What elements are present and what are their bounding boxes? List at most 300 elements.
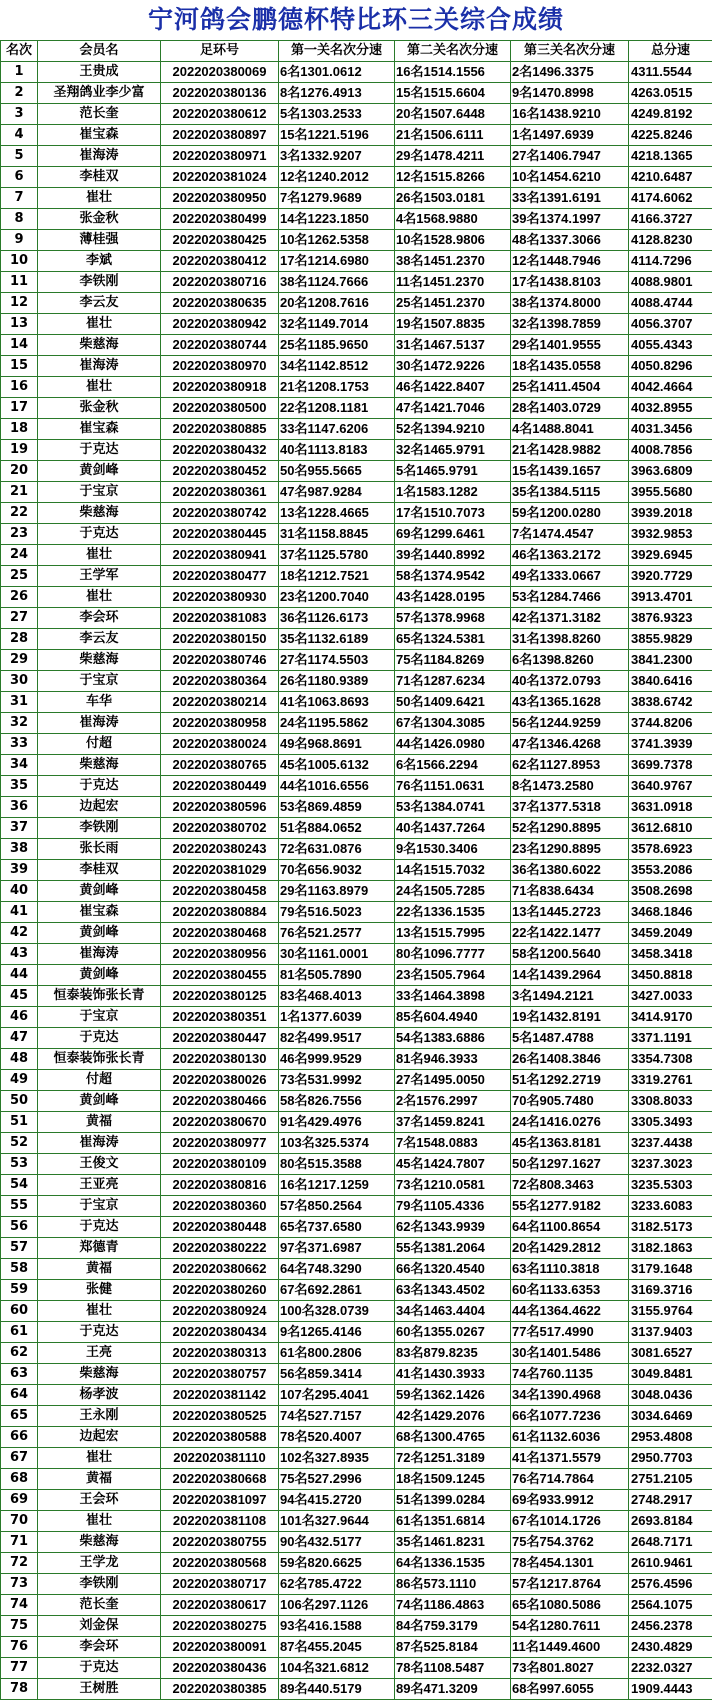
table-row [1, 839, 712, 860]
table-row [1, 356, 712, 377]
stage3-cell: 30名1401.5486 [511, 1343, 629, 1364]
table-row [1, 986, 712, 1007]
total-speed-cell: 2564.1075 [629, 1595, 712, 1616]
stage3-cell: 42名1371.3182 [511, 608, 629, 629]
stage2-cell: 33名1464.3898 [395, 986, 511, 1007]
table-row [1, 1427, 712, 1448]
stage3-cell: 9名1470.8998 [511, 83, 629, 104]
member-name-cell: 崔海涛 [38, 146, 161, 167]
stage1-cell: 17名1214.6980 [279, 251, 395, 272]
stage1-cell: 21名1208.1753 [279, 377, 395, 398]
stage3-cell: 54名1280.7611 [511, 1616, 629, 1637]
table-row [1, 1154, 712, 1175]
ring-number-cell: 2022020380449 [161, 776, 279, 797]
stage2-cell: 10名1528.9806 [395, 230, 511, 251]
stage2-cell: 69名1299.6461 [395, 524, 511, 545]
stage2-cell: 50名1409.6421 [395, 692, 511, 713]
stage2-cell: 34名1463.4404 [395, 1301, 511, 1322]
member-name-cell: 付超 [38, 734, 161, 755]
table-row [1, 419, 712, 440]
stage1-cell: 34名1142.8512 [279, 356, 395, 377]
rank-cell: 66 [1, 1427, 38, 1448]
stage2-cell: 17名1510.7073 [395, 503, 511, 524]
table-row [1, 923, 712, 944]
member-name-cell: 柴慈海 [38, 335, 161, 356]
total-speed-cell: 4311.5544 [629, 62, 712, 83]
member-name-cell: 李会环 [38, 1637, 161, 1658]
table-row [1, 188, 712, 209]
member-name-cell: 李会环 [38, 608, 161, 629]
stage2-cell: 24名1505.7285 [395, 881, 511, 902]
ring-number-cell: 2022020380466 [161, 1091, 279, 1112]
total-speed-cell: 3876.9323 [629, 608, 712, 629]
table-row [1, 734, 712, 755]
stage2-cell: 44名1426.0980 [395, 734, 511, 755]
table-row [1, 902, 712, 923]
rank-cell: 52 [1, 1133, 38, 1154]
ring-number-cell: 2022020380662 [161, 1259, 279, 1280]
stage3-cell: 45名1363.8181 [511, 1133, 629, 1154]
rank-cell: 75 [1, 1616, 38, 1637]
member-name-cell: 杨孝波 [38, 1385, 161, 1406]
stage3-cell: 72名808.3463 [511, 1175, 629, 1196]
total-speed-cell: 3237.3023 [629, 1154, 712, 1175]
stage2-cell: 55名1381.2064 [395, 1238, 511, 1259]
stage2-cell: 25名1451.2370 [395, 293, 511, 314]
table-row [1, 545, 712, 566]
stage2-cell: 83名879.8235 [395, 1343, 511, 1364]
table-row [1, 1616, 712, 1637]
member-name-cell: 崔壮 [38, 188, 161, 209]
table-row [1, 1658, 712, 1679]
rank-cell: 42 [1, 923, 38, 944]
member-name-cell: 柴慈海 [38, 503, 161, 524]
stage2-cell: 29名1478.4211 [395, 146, 511, 167]
ring-number-cell: 2022020380361 [161, 482, 279, 503]
ring-number-cell: 2022020380434 [161, 1322, 279, 1343]
ring-number-cell: 2022020380425 [161, 230, 279, 251]
total-speed-cell: 4055.4343 [629, 335, 712, 356]
ring-number-cell: 2022020380588 [161, 1427, 279, 1448]
stage3-cell: 13名1445.2723 [511, 902, 629, 923]
table-row [1, 650, 712, 671]
member-name-cell: 王学龙 [38, 1553, 161, 1574]
stage2-cell: 1名1583.1282 [395, 482, 511, 503]
stage2-cell: 78名1108.5487 [395, 1658, 511, 1679]
rank-cell: 60 [1, 1301, 38, 1322]
stage2-cell: 16名1514.1556 [395, 62, 511, 83]
stage1-cell: 72名631.0876 [279, 839, 395, 860]
stage3-cell: 32名1398.7859 [511, 314, 629, 335]
table-row [1, 1091, 712, 1112]
member-name-cell: 于克达 [38, 1028, 161, 1049]
ring-number-cell: 2022020380596 [161, 797, 279, 818]
rank-cell: 3 [1, 104, 38, 125]
table-row [1, 1238, 712, 1259]
total-speed-cell: 4174.6062 [629, 188, 712, 209]
member-name-cell: 王俊文 [38, 1154, 161, 1175]
ring-number-cell: 2022020380702 [161, 818, 279, 839]
stage3-cell: 39名1374.1997 [511, 209, 629, 230]
ring-number-cell: 2022020380275 [161, 1616, 279, 1637]
table-row [1, 1343, 712, 1364]
stage1-cell: 57名850.2564 [279, 1196, 395, 1217]
stage2-cell: 6名1566.2294 [395, 755, 511, 776]
ring-number-cell: 2022020380452 [161, 461, 279, 482]
ring-number-cell: 2022020380243 [161, 839, 279, 860]
rank-cell: 17 [1, 398, 38, 419]
rank-cell: 50 [1, 1091, 38, 1112]
stage2-cell: 43名1428.0195 [395, 587, 511, 608]
total-speed-cell: 2648.7171 [629, 1532, 712, 1553]
total-speed-cell: 2748.2917 [629, 1490, 712, 1511]
member-name-cell: 车华 [38, 692, 161, 713]
stage1-cell: 49名968.8691 [279, 734, 395, 755]
total-speed-cell: 3179.1648 [629, 1259, 712, 1280]
rank-cell: 30 [1, 671, 38, 692]
rank-cell: 68 [1, 1469, 38, 1490]
total-speed-cell: 3741.3939 [629, 734, 712, 755]
member-name-cell: 黄福 [38, 1469, 161, 1490]
stage2-cell: 58名1374.9542 [395, 566, 511, 587]
ring-number-cell: 2022020380950 [161, 188, 279, 209]
stage2-cell: 20名1507.6448 [395, 104, 511, 125]
stage2-cell: 52名1394.9210 [395, 419, 511, 440]
table-row [1, 209, 712, 230]
stage1-cell: 9名1265.4146 [279, 1322, 395, 1343]
rank-cell: 16 [1, 377, 38, 398]
ring-number-cell: 2022020380026 [161, 1070, 279, 1091]
stage2-cell: 73名1210.0581 [395, 1175, 511, 1196]
member-name-cell: 张金秋 [38, 398, 161, 419]
total-speed-cell: 1909.4443 [629, 1679, 712, 1700]
ring-number-cell: 2022020380897 [161, 125, 279, 146]
stage2-cell: 63名1343.4502 [395, 1280, 511, 1301]
total-speed-cell: 3155.9764 [629, 1301, 712, 1322]
stage2-cell: 23名1505.7964 [395, 965, 511, 986]
stage1-cell: 23名1200.7040 [279, 587, 395, 608]
member-name-cell: 崔宝森 [38, 125, 161, 146]
stage1-cell: 27名1174.5503 [279, 650, 395, 671]
ring-number-cell: 2022020380477 [161, 566, 279, 587]
stage1-cell: 20名1208.7616 [279, 293, 395, 314]
table-row [1, 1028, 712, 1049]
total-speed-cell: 4263.0515 [629, 83, 712, 104]
stage1-cell: 44名1016.6556 [279, 776, 395, 797]
table-row [1, 692, 712, 713]
ring-number-cell: 2022020380958 [161, 713, 279, 734]
rank-cell: 47 [1, 1028, 38, 1049]
table-row [1, 335, 712, 356]
total-speed-cell: 4088.9801 [629, 272, 712, 293]
stage2-cell: 61名1351.6814 [395, 1511, 511, 1532]
rank-cell: 54 [1, 1175, 38, 1196]
stage2-cell: 9名1530.3406 [395, 839, 511, 860]
stage1-cell: 47名987.9284 [279, 482, 395, 503]
member-name-cell: 于宝京 [38, 671, 161, 692]
stage2-cell: 42名1429.2076 [395, 1406, 511, 1427]
stage2-cell: 86名573.1110 [395, 1574, 511, 1595]
total-speed-cell: 4088.4744 [629, 293, 712, 314]
stage1-cell: 29名1163.8979 [279, 881, 395, 902]
ring-number-cell: 2022020380436 [161, 1658, 279, 1679]
member-name-cell: 王亚亮 [38, 1175, 161, 1196]
rank-cell: 58 [1, 1259, 38, 1280]
table-row [1, 272, 712, 293]
stage1-cell: 59名820.6625 [279, 1553, 395, 1574]
stage2-cell: 71名1287.6234 [395, 671, 511, 692]
table-row [1, 1070, 712, 1091]
total-speed-cell: 2693.8184 [629, 1511, 712, 1532]
total-speed-cell: 3414.9170 [629, 1007, 712, 1028]
table-row [1, 881, 712, 902]
rank-cell: 26 [1, 587, 38, 608]
rank-cell: 44 [1, 965, 38, 986]
stage2-cell: 35名1461.8231 [395, 1532, 511, 1553]
member-name-cell: 李桂双 [38, 860, 161, 881]
member-name-cell: 崔海涛 [38, 356, 161, 377]
stage2-cell: 7名1548.0883 [395, 1133, 511, 1154]
stage2-cell: 54名1383.6886 [395, 1028, 511, 1049]
table-row [1, 1553, 712, 1574]
rank-cell: 13 [1, 314, 38, 335]
stage2-cell: 59名1362.1426 [395, 1385, 511, 1406]
sheet-title: 宁河鸽会鹏德杯特比环三关综合成绩 [0, 0, 712, 40]
stage3-cell: 60名1133.6353 [511, 1280, 629, 1301]
total-speed-cell: 2610.9461 [629, 1553, 712, 1574]
stage3-cell: 36名1380.6022 [511, 860, 629, 881]
ring-number-cell: 2022020380109 [161, 1154, 279, 1175]
rank-cell: 48 [1, 1049, 38, 1070]
member-name-cell: 王学军 [38, 566, 161, 587]
stage3-cell: 49名1333.0667 [511, 566, 629, 587]
rank-cell: 63 [1, 1364, 38, 1385]
table-row [1, 125, 712, 146]
total-speed-cell: 3920.7729 [629, 566, 712, 587]
member-name-cell: 崔壮 [38, 377, 161, 398]
table-row [1, 1574, 712, 1595]
member-name-cell: 崔壮 [38, 1301, 161, 1322]
stage3-cell: 8名1473.2580 [511, 776, 629, 797]
ring-number-cell: 2022020380635 [161, 293, 279, 314]
stage3-cell: 78名454.1301 [511, 1553, 629, 1574]
ring-number-cell: 2022020380412 [161, 251, 279, 272]
ring-number-cell: 2022020380742 [161, 503, 279, 524]
table-row [1, 1511, 712, 1532]
ring-number-cell: 2022020380260 [161, 1280, 279, 1301]
rank-cell: 9 [1, 230, 38, 251]
ring-number-cell: 2022020380360 [161, 1196, 279, 1217]
table-row [1, 587, 712, 608]
table-row [1, 1217, 712, 1238]
total-speed-cell: 2950.7703 [629, 1448, 712, 1469]
total-speed-cell: 3427.0033 [629, 986, 712, 1007]
total-speed-cell: 3838.6742 [629, 692, 712, 713]
table-row [1, 713, 712, 734]
stage2-cell: 21名1506.6111 [395, 125, 511, 146]
stage1-cell: 93名416.1588 [279, 1616, 395, 1637]
table-row [1, 1280, 712, 1301]
rank-cell: 29 [1, 650, 38, 671]
total-speed-cell: 3233.6083 [629, 1196, 712, 1217]
stage1-cell: 32名1149.7014 [279, 314, 395, 335]
total-speed-cell: 2232.0327 [629, 1658, 712, 1679]
stage3-cell: 65名1080.5086 [511, 1595, 629, 1616]
member-name-cell: 付超 [38, 1070, 161, 1091]
table-row [1, 524, 712, 545]
table-row [1, 83, 712, 104]
stage3-cell: 24名1416.0276 [511, 1112, 629, 1133]
header-ring: 足环号 [161, 41, 279, 62]
table-row [1, 1679, 712, 1700]
ring-number-cell: 2022020380455 [161, 965, 279, 986]
rank-cell: 12 [1, 293, 38, 314]
stage2-cell: 39名1440.8992 [395, 545, 511, 566]
rank-cell: 2 [1, 83, 38, 104]
member-name-cell: 王树胜 [38, 1679, 161, 1700]
stage1-cell: 70名656.9032 [279, 860, 395, 881]
rank-cell: 6 [1, 167, 38, 188]
stage1-cell: 25名1185.9650 [279, 335, 395, 356]
total-speed-cell: 3468.1846 [629, 902, 712, 923]
rank-cell: 4 [1, 125, 38, 146]
stage1-cell: 37名1125.5780 [279, 545, 395, 566]
rank-cell: 59 [1, 1280, 38, 1301]
total-speed-cell: 3354.7308 [629, 1049, 712, 1070]
total-speed-cell: 4249.8192 [629, 104, 712, 125]
ring-number-cell: 2022020380458 [161, 881, 279, 902]
stage3-cell: 73名801.8027 [511, 1658, 629, 1679]
stage2-cell: 79名1105.4336 [395, 1196, 511, 1217]
stage1-cell: 67名692.2861 [279, 1280, 395, 1301]
ring-number-cell: 2022020380499 [161, 209, 279, 230]
stage2-cell: 66名1320.4540 [395, 1259, 511, 1280]
total-speed-cell: 3631.0918 [629, 797, 712, 818]
table-row [1, 377, 712, 398]
ring-number-cell: 2022020380668 [161, 1469, 279, 1490]
stage2-cell: 80名1096.7777 [395, 944, 511, 965]
total-speed-cell: 3182.1863 [629, 1238, 712, 1259]
table-row [1, 608, 712, 629]
member-name-cell: 崔壮 [38, 587, 161, 608]
stage1-cell: 46名999.9529 [279, 1049, 395, 1070]
stage2-cell: 27名1495.0050 [395, 1070, 511, 1091]
stage3-cell: 51名1292.2719 [511, 1070, 629, 1091]
total-speed-cell: 4032.8955 [629, 398, 712, 419]
table-row [1, 461, 712, 482]
stage1-cell: 101名327.9644 [279, 1511, 395, 1532]
table-row [1, 440, 712, 461]
ring-number-cell: 2022020380977 [161, 1133, 279, 1154]
member-name-cell: 边起宏 [38, 797, 161, 818]
stage1-cell: 89名440.5179 [279, 1679, 395, 1700]
member-name-cell: 于克达 [38, 440, 161, 461]
stage3-cell: 46名1363.2172 [511, 545, 629, 566]
stage1-cell: 75名527.2996 [279, 1469, 395, 1490]
total-speed-cell: 3034.6469 [629, 1406, 712, 1427]
stage2-cell: 72名1251.3189 [395, 1448, 511, 1469]
table-row [1, 1322, 712, 1343]
stage1-cell: 40名1113.8183 [279, 440, 395, 461]
total-speed-cell: 3963.6809 [629, 461, 712, 482]
ring-number-cell: 2022020380525 [161, 1406, 279, 1427]
total-speed-cell: 3048.0436 [629, 1385, 712, 1406]
stage3-cell: 26名1408.3846 [511, 1049, 629, 1070]
stage2-cell: 30名1472.9226 [395, 356, 511, 377]
stage3-cell: 70名905.7480 [511, 1091, 629, 1112]
member-name-cell: 于克达 [38, 776, 161, 797]
table-row [1, 755, 712, 776]
table-row [1, 1469, 712, 1490]
rank-cell: 11 [1, 272, 38, 293]
ring-number-cell: 2022020380313 [161, 1343, 279, 1364]
ring-number-cell: 2022020380432 [161, 440, 279, 461]
rank-cell: 20 [1, 461, 38, 482]
ring-number-cell: 2022020381083 [161, 608, 279, 629]
member-name-cell: 黄福 [38, 1112, 161, 1133]
total-speed-cell: 3612.6810 [629, 818, 712, 839]
stage3-cell: 31名1398.8260 [511, 629, 629, 650]
stage3-cell: 59名1200.0280 [511, 503, 629, 524]
rank-cell: 62 [1, 1343, 38, 1364]
stage3-cell: 62名1127.8953 [511, 755, 629, 776]
stage3-cell: 3名1494.2121 [511, 986, 629, 1007]
stage1-cell: 61名800.2806 [279, 1343, 395, 1364]
total-speed-cell: 4114.7296 [629, 251, 712, 272]
stage3-cell: 44名1364.4622 [511, 1301, 629, 1322]
header-total: 总分速 [629, 41, 712, 62]
rank-cell: 65 [1, 1406, 38, 1427]
ring-number-cell: 2022020380924 [161, 1301, 279, 1322]
stage2-cell: 32名1465.9791 [395, 440, 511, 461]
total-speed-cell: 3553.2086 [629, 860, 712, 881]
rank-cell: 73 [1, 1574, 38, 1595]
table-row [1, 251, 712, 272]
total-speed-cell: 3459.2049 [629, 923, 712, 944]
stage3-cell: 66名1077.7236 [511, 1406, 629, 1427]
rank-cell: 27 [1, 608, 38, 629]
rank-cell: 46 [1, 1007, 38, 1028]
table-body [1, 62, 712, 1700]
total-speed-cell: 3235.5303 [629, 1175, 712, 1196]
stage3-cell: 11名1449.4600 [511, 1637, 629, 1658]
stage1-cell: 30名1161.0001 [279, 944, 395, 965]
total-speed-cell: 4008.7856 [629, 440, 712, 461]
total-speed-cell: 4042.4664 [629, 377, 712, 398]
stage3-cell: 2名1496.3375 [511, 62, 629, 83]
header-rank: 名次 [1, 41, 38, 62]
ring-number-cell: 2022020380716 [161, 272, 279, 293]
stage2-cell: 76名1151.0631 [395, 776, 511, 797]
rank-cell: 39 [1, 860, 38, 881]
total-speed-cell: 3841.2300 [629, 650, 712, 671]
member-name-cell: 崔壮 [38, 545, 161, 566]
stage2-cell: 31名1467.5137 [395, 335, 511, 356]
table-row [1, 1532, 712, 1553]
rank-cell: 21 [1, 482, 38, 503]
total-speed-cell: 3049.8481 [629, 1364, 712, 1385]
total-speed-cell: 4166.3727 [629, 209, 712, 230]
stage2-cell: 12名1515.8266 [395, 167, 511, 188]
member-name-cell: 张金秋 [38, 209, 161, 230]
stage2-cell: 60名1355.0267 [395, 1322, 511, 1343]
rank-cell: 5 [1, 146, 38, 167]
ring-number-cell: 2022020380755 [161, 1532, 279, 1553]
stage3-cell: 58名1200.5640 [511, 944, 629, 965]
member-name-cell: 崔壮 [38, 1511, 161, 1532]
member-name-cell: 柴慈海 [38, 755, 161, 776]
rank-cell: 69 [1, 1490, 38, 1511]
